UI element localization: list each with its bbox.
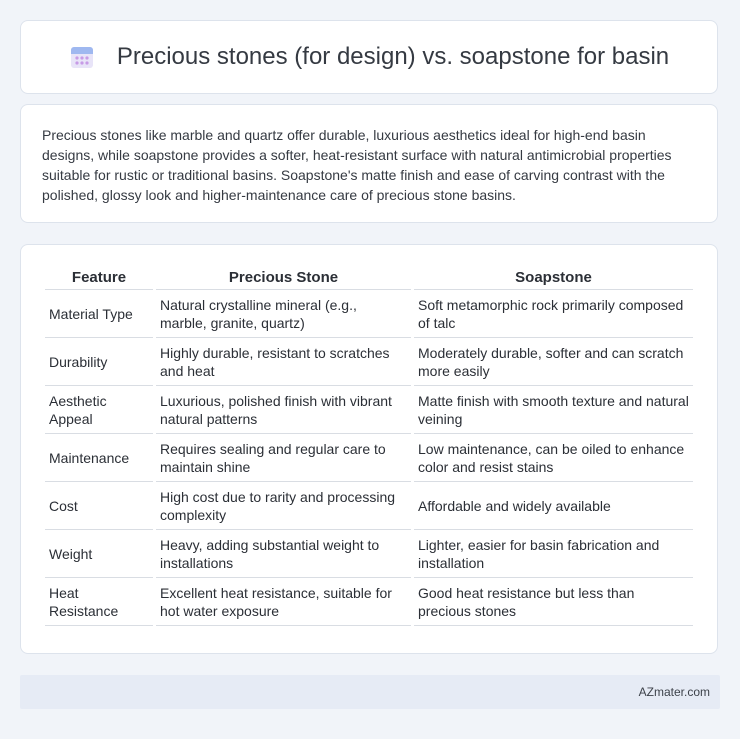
soapstone-cell: Moderately durable, softer and can scratch more easily	[414, 338, 693, 386]
title-card	[20, 20, 718, 94]
header-soapstone: Soapstone	[414, 265, 693, 290]
table-header-row	[45, 265, 693, 290]
table-row	[45, 338, 693, 386]
table-row	[45, 386, 693, 434]
soapstone-cell: Affordable and widely available	[414, 482, 693, 530]
soapstone-cell: Soft metamorphic rock primarily composed of talc	[414, 290, 693, 338]
precious-stone-cell: Excellent heat resistance, suitable for hot water exposure	[156, 578, 411, 626]
table-row	[45, 578, 693, 626]
table-row	[45, 290, 693, 338]
precious-stone-cell: Luxurious, polished finish with vibrant natural patterns	[156, 386, 411, 434]
comparison-card	[20, 244, 718, 654]
footer	[20, 675, 720, 709]
feature-cell: Heat Resistance	[45, 578, 153, 626]
soapstone-cell: Lighter, easier for basin fabrication and installation	[414, 530, 693, 578]
soapstone-cell: Low maintenance, can be oiled to enhance color and resist stains	[414, 434, 693, 482]
calendar-icon	[69, 44, 95, 70]
precious-stone-cell: Requires sealing and regular care to maintain shine	[156, 434, 411, 482]
footer-brand: AZmater.com	[638, 685, 710, 699]
feature-cell: Weight	[45, 530, 153, 578]
precious-stone-cell: High cost due to rarity and processing complexity	[156, 482, 411, 530]
feature-cell: Maintenance	[45, 434, 153, 482]
intro-paragraph: Precious stones like marble and quartz offer durable, luxurious aesthetics ideal for high-end basin designs, while soapstone provides a softer, heat-resistant surface with natural antimicrobial properties suitable for rustic or traditional basins. Soapstone's matte finish and ease of carving contrast with the polished, glossy look and higher-maintenance care of precious stone basins.	[42, 127, 672, 203]
comparison-table	[42, 265, 696, 626]
precious-stone-cell: Highly durable, resistant to scratches and heat	[156, 338, 411, 386]
header-precious-stone: Precious Stone	[156, 265, 411, 290]
feature-cell: Durability	[45, 338, 153, 386]
page-title: Precious stones (for design) vs. soapstone for basin	[116, 43, 670, 70]
table-row	[45, 530, 693, 578]
precious-stone-cell: Natural crystalline mineral (e.g., marble, granite, quartz)	[156, 290, 411, 338]
soapstone-cell: Matte finish with smooth texture and natural veining	[414, 386, 693, 434]
soapstone-cell: Good heat resistance but less than precious stones	[414, 578, 693, 626]
feature-cell: Cost	[45, 482, 153, 530]
header-feature: Feature	[45, 265, 153, 290]
table-row	[45, 434, 693, 482]
table-row	[45, 482, 693, 530]
feature-cell: Aesthetic Appeal	[45, 386, 153, 434]
precious-stone-cell: Heavy, adding substantial weight to installations	[156, 530, 411, 578]
intro-card	[20, 104, 718, 223]
feature-cell: Material Type	[45, 290, 153, 338]
